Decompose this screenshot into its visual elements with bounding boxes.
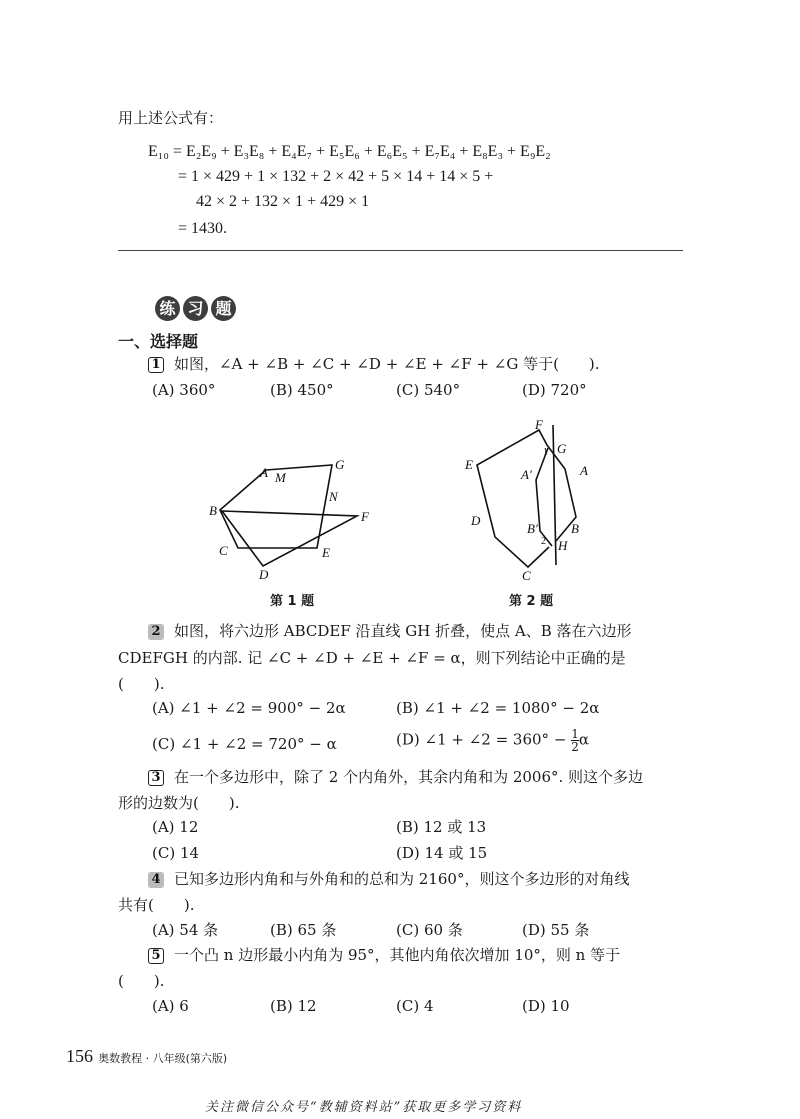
question-3-line-2: 形的边数为( ). bbox=[118, 794, 240, 812]
exercise-badge-1: 练 bbox=[155, 296, 180, 321]
section-divider bbox=[118, 250, 683, 251]
figure-2-folded-ab bbox=[536, 448, 552, 546]
fig1-label-n: N bbox=[329, 489, 338, 504]
question-3-text-1: 在一个多边形中，除了 2 个内角外，其余内角和为 2006°. 则这个多边 bbox=[174, 768, 644, 786]
fig2-label-g: G bbox=[557, 441, 567, 456]
question-2-line-1 bbox=[148, 621, 632, 641]
exercise-header bbox=[155, 296, 236, 321]
fig2-label-d: D bbox=[471, 513, 481, 528]
question-5-text-1: 一个凸 n 边形最小内角为 95°，其他内角依次增加 10°，则 n 等于 bbox=[174, 946, 621, 964]
q3-option-b[interactable]: (B) 12 或 13 bbox=[396, 818, 487, 836]
fig2-label-e: E bbox=[465, 457, 473, 472]
bottom-banner: 关注微信公众号“教辅资料站”获取更多学习资料 bbox=[205, 1100, 523, 1115]
page-number: 156 bbox=[66, 1046, 93, 1066]
fig1-label-m: M bbox=[275, 470, 286, 485]
fig1-label-g: G bbox=[335, 457, 345, 472]
page-footer bbox=[66, 1046, 227, 1067]
question-number-1: 1 bbox=[148, 357, 164, 373]
fig2-label-b: B bbox=[571, 521, 579, 536]
figure-1-caption: 第 1 题 bbox=[270, 594, 315, 609]
fig1-label-b: B bbox=[209, 503, 217, 518]
figure-1-triangle bbox=[222, 511, 357, 566]
fig1-label-a: A bbox=[260, 465, 268, 480]
fig2-label-2: 2 bbox=[541, 536, 546, 547]
question-number-3: 3 bbox=[148, 770, 164, 786]
q5-option-d[interactable]: (D) 10 bbox=[522, 997, 570, 1015]
question-2-line-2: CDEFGH 的内部. 记 ∠C + ∠D + ∠E + ∠F = α，则下列结论中正确的是 bbox=[118, 649, 626, 667]
fig2-label-c: C bbox=[522, 568, 531, 583]
question-5-line-2: ( ). bbox=[118, 972, 165, 990]
question-5-line-1 bbox=[148, 945, 620, 965]
fig2-label-1: 1 bbox=[543, 447, 548, 458]
question-1-text: 如图，∠A + ∠B + ∠C + ∠D + ∠E + ∠F + ∠G 等于( ). bbox=[174, 355, 600, 373]
q2-option-d-fraction bbox=[571, 728, 579, 753]
q2-option-d[interactable] bbox=[396, 728, 589, 753]
question-4-line-1 bbox=[148, 869, 629, 889]
equation-line-2: = 1 × 429 + 1 × 132 + 2 × 42 + 5 × 14 + 14 × 5 + bbox=[178, 168, 494, 185]
fig2-label-h: H bbox=[558, 538, 568, 553]
fraction-numerator: 1 bbox=[571, 727, 579, 741]
q3-option-a[interactable]: (A) 12 bbox=[152, 818, 199, 836]
q5-option-b[interactable]: (B) 12 bbox=[270, 997, 317, 1015]
figure-2-diagram bbox=[455, 415, 605, 585]
question-4-text-1: 已知多边形内角和与外角和的总和为 2160°，则这个多边形的对角线 bbox=[174, 870, 630, 888]
fig1-label-d: D bbox=[259, 567, 269, 582]
fig2-label-a-prime: A′ bbox=[521, 467, 532, 482]
fig2-label-a: A bbox=[580, 463, 588, 478]
exercise-badge-2: 习 bbox=[183, 296, 208, 321]
question-number-5: 5 bbox=[148, 948, 164, 964]
figure-2-fold-line bbox=[553, 425, 556, 565]
intro-line: 用上述公式有： bbox=[118, 109, 224, 127]
fig1-label-c: C bbox=[219, 543, 228, 558]
equation-line-1: E₁₀ = E₂E₉ + E₃E₈ + E₄E₇ + E₅E₆ + E₆E₅ + E₇E₄ + E₈E₃ + E₉E₂ bbox=[148, 143, 551, 160]
q4-option-a[interactable]: (A) 54 条 bbox=[152, 921, 219, 939]
question-2-line-3: ( ). bbox=[118, 675, 165, 693]
q2-option-a[interactable]: (A) ∠1 + ∠2 = 900° − 2α bbox=[152, 699, 346, 717]
q4-option-d[interactable]: (D) 55 条 bbox=[522, 921, 590, 939]
figure-1-diagram bbox=[200, 455, 380, 585]
q3-option-c[interactable]: (C) 14 bbox=[152, 844, 200, 862]
section-title: 一、选择题 bbox=[118, 332, 199, 351]
exercise-badge-3: 题 bbox=[211, 296, 236, 321]
figure-2-caption: 第 2 题 bbox=[509, 594, 554, 609]
q4-option-c[interactable]: (C) 60 条 bbox=[396, 921, 463, 939]
fig2-label-b-prime: B′ bbox=[527, 521, 538, 536]
q1-option-d[interactable]: (D) 720° bbox=[522, 381, 587, 399]
question-4-line-2: 共有( ). bbox=[118, 896, 195, 914]
fraction-denominator: 2 bbox=[571, 740, 579, 754]
equation-line-4: = 1430. bbox=[178, 220, 228, 237]
fig2-label-f: F bbox=[535, 417, 543, 432]
q2-option-d-alpha: α bbox=[578, 730, 589, 749]
q5-option-a[interactable]: (A) 6 bbox=[152, 997, 189, 1015]
question-3-line-1 bbox=[148, 767, 643, 787]
fig1-label-f: F bbox=[361, 509, 369, 524]
book-title: 奥数教程 · 八年级(第六版) bbox=[98, 1052, 228, 1065]
q1-option-b[interactable]: (B) 450° bbox=[270, 381, 334, 399]
q2-option-b[interactable]: (B) ∠1 + ∠2 = 1080° − 2α bbox=[396, 699, 600, 717]
question-2-text-1: 如图，将六边形 ABCDEF 沿直线 GH 折叠，使点 A、B 落在六边形 bbox=[174, 622, 632, 640]
q1-option-c[interactable]: (C) 540° bbox=[396, 381, 461, 399]
question-number-2: 2 bbox=[148, 624, 164, 640]
q5-option-c[interactable]: (C) 4 bbox=[396, 997, 434, 1015]
question-number-4: 4 bbox=[148, 872, 164, 888]
equation-line-3: 42 × 2 + 132 × 1 + 429 × 1 bbox=[196, 193, 370, 210]
q3-option-d[interactable]: (D) 14 或 15 bbox=[396, 844, 488, 862]
fig1-label-e: E bbox=[322, 545, 330, 560]
q2-option-c[interactable]: (C) ∠1 + ∠2 = 720° − α bbox=[152, 735, 337, 753]
question-1 bbox=[148, 354, 600, 374]
q2-option-d-text: (D) ∠1 + ∠2 = 360° − bbox=[396, 730, 567, 749]
q4-option-b[interactable]: (B) 65 条 bbox=[270, 921, 337, 939]
q1-option-a[interactable]: (A) 360° bbox=[152, 381, 216, 399]
